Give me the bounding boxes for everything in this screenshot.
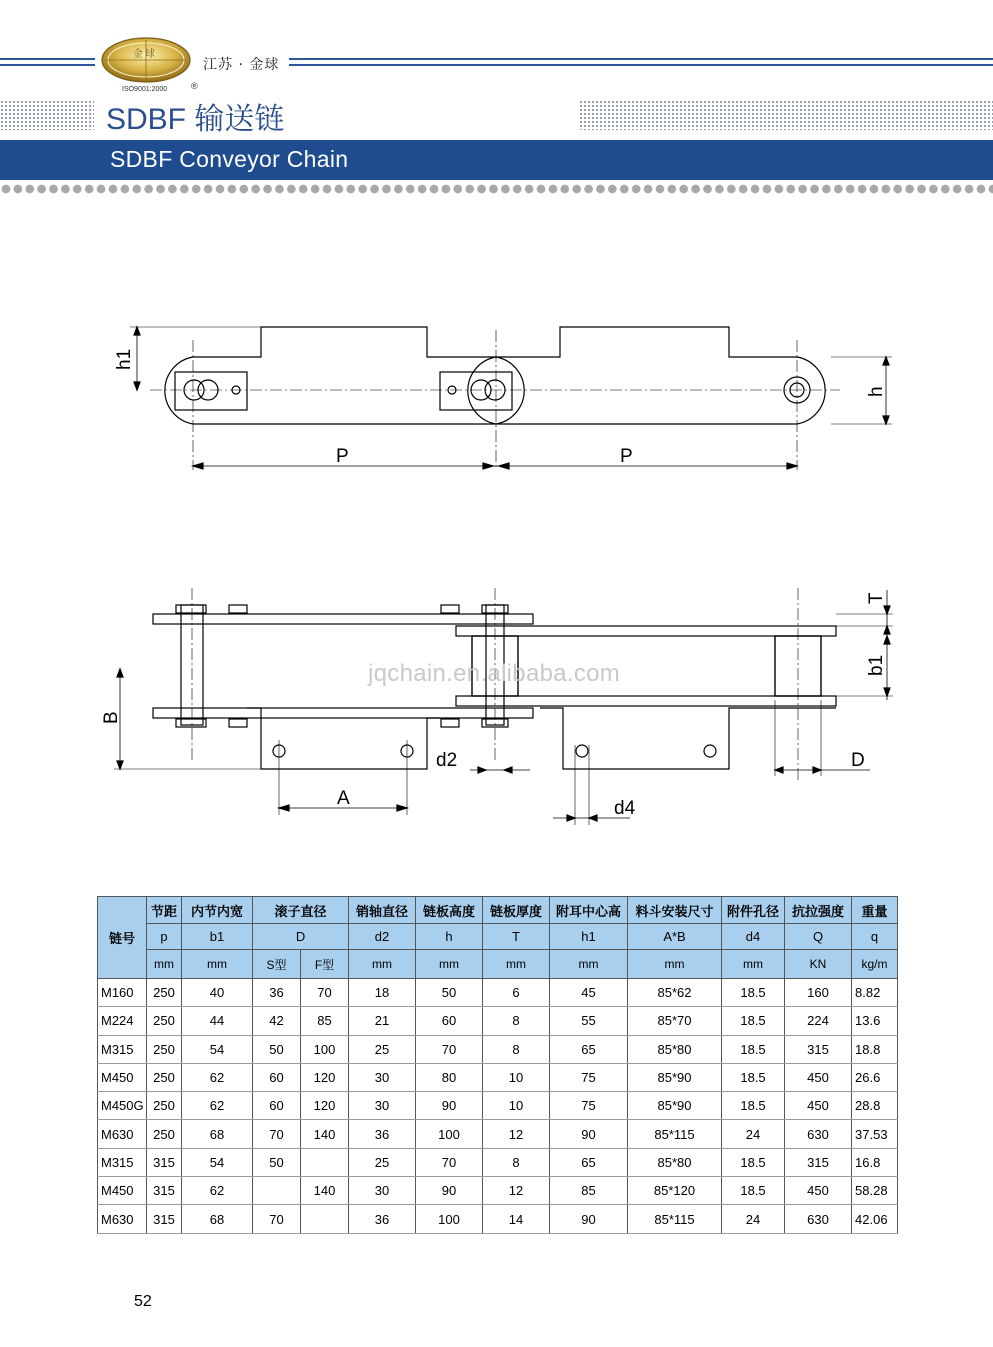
- table-row: [98, 1205, 898, 1233]
- label-p-right: P: [620, 446, 633, 467]
- table-cell: 18.5: [722, 1035, 785, 1063]
- table-cell: 90: [416, 1092, 483, 1120]
- chain-top-view-diagram: [0, 580, 993, 830]
- table-cell: 40: [182, 979, 253, 1007]
- table-cell: 58.28: [852, 1177, 898, 1205]
- header-cell: D: [253, 924, 349, 950]
- table-cell: 65: [550, 1148, 628, 1176]
- header-cell: mm: [550, 950, 628, 979]
- table-cell: 6: [483, 979, 550, 1007]
- table-cell: 18.5: [722, 1177, 785, 1205]
- table-cell: 18.5: [722, 1148, 785, 1176]
- table-cell: 315: [147, 1177, 182, 1205]
- table-cell: 50: [253, 1148, 301, 1176]
- table-cell: 18.5: [722, 1092, 785, 1120]
- table-cell: 18.5: [722, 1007, 785, 1035]
- header-cell: mm: [182, 950, 253, 979]
- table-cell: 90: [416, 1177, 483, 1205]
- table-cell: M315: [98, 1148, 147, 1176]
- header-cell: S型: [253, 950, 301, 979]
- table-cell: [253, 1177, 301, 1205]
- table-cell: 54: [182, 1035, 253, 1063]
- header-cell: mm: [349, 950, 416, 979]
- table-cell: M160: [98, 979, 147, 1007]
- table-cell: 450: [785, 1063, 852, 1091]
- table-cell: M450: [98, 1177, 147, 1205]
- header-cell: Q: [785, 924, 852, 950]
- table-cell: 14: [483, 1205, 550, 1233]
- table-cell: 8: [483, 1007, 550, 1035]
- header-cell: q: [852, 924, 898, 950]
- table-cell: 315: [147, 1205, 182, 1233]
- table-cell: M450G: [98, 1092, 147, 1120]
- table-cell: 85*120: [628, 1177, 722, 1205]
- header-cell: d4: [722, 924, 785, 950]
- table-cell: 90: [550, 1205, 628, 1233]
- watermark: jqchain.en.alibaba.com: [368, 660, 621, 687]
- label-b1: b1: [866, 654, 887, 676]
- table-cell: 25: [349, 1035, 416, 1063]
- table-cell: 630: [785, 1120, 852, 1148]
- table-cell: 36: [349, 1120, 416, 1148]
- table-cell: 68: [182, 1120, 253, 1148]
- table-cell: 24: [722, 1205, 785, 1233]
- page-title: SDBF 输送链: [106, 103, 285, 136]
- header-rule-left-2: [0, 64, 95, 66]
- table-cell: 250: [147, 1092, 182, 1120]
- table-cell: 250: [147, 979, 182, 1007]
- dot-divider: [0, 183, 993, 195]
- table-cell: 250: [147, 1007, 182, 1035]
- table-cell: 120: [301, 1092, 349, 1120]
- table-cell: 60: [416, 1007, 483, 1035]
- header-cell: d2: [349, 924, 416, 950]
- col-attachment-height: 附耳中心高: [550, 897, 628, 924]
- table-cell: 85*62: [628, 979, 722, 1007]
- table-cell: 44: [182, 1007, 253, 1035]
- table-cell: 37.53: [852, 1120, 898, 1148]
- header-cell: mm: [416, 950, 483, 979]
- table-cell: 250: [147, 1063, 182, 1091]
- table-cell: 75: [550, 1092, 628, 1120]
- table-cell: M630: [98, 1120, 147, 1148]
- col-plate-thickness: 链板厚度: [483, 897, 550, 924]
- col-chain-no: 链号: [98, 897, 147, 979]
- header-cell: mm: [147, 950, 182, 979]
- table-cell: 18: [349, 979, 416, 1007]
- header-cell: KN: [785, 950, 852, 979]
- table-cell: 13.6: [852, 1007, 898, 1035]
- table-cell: 36: [349, 1205, 416, 1233]
- header-rule-right-2: [289, 64, 993, 66]
- header-cell: h1: [550, 924, 628, 950]
- table-cell: 28.8: [852, 1092, 898, 1120]
- table-header-row: [98, 924, 898, 950]
- table-cell: 85*80: [628, 1148, 722, 1176]
- table-cell: 70: [416, 1035, 483, 1063]
- table-cell: 12: [483, 1120, 550, 1148]
- table-cell: 60: [253, 1063, 301, 1091]
- table-cell: 450: [785, 1177, 852, 1205]
- header-rule-left: [0, 58, 95, 60]
- table-cell: 30: [349, 1063, 416, 1091]
- table-cell: 18.5: [722, 1063, 785, 1091]
- table-cell: M224: [98, 1007, 147, 1035]
- table-cell: 85*115: [628, 1205, 722, 1233]
- table-row: [98, 1092, 898, 1120]
- table-cell: 54: [182, 1148, 253, 1176]
- label-h: h: [866, 386, 887, 397]
- table-cell: 70: [253, 1205, 301, 1233]
- title-banner: [0, 140, 993, 180]
- table-cell: 8: [483, 1035, 550, 1063]
- table-cell: 62: [182, 1063, 253, 1091]
- table-cell: 85: [301, 1007, 349, 1035]
- label-a: A: [337, 788, 350, 809]
- table-cell: 85*70: [628, 1007, 722, 1035]
- col-tensile-strength: 抗拉强度: [785, 897, 852, 924]
- chain-side-view-diagram: [0, 300, 993, 490]
- table-cell: 85*115: [628, 1120, 722, 1148]
- table-cell: 50: [253, 1035, 301, 1063]
- table-cell: 450: [785, 1092, 852, 1120]
- table-cell: 60: [253, 1092, 301, 1120]
- dot-pattern-right: [579, 100, 993, 130]
- table-cell: 12: [483, 1177, 550, 1205]
- logo-text: 金球: [133, 49, 157, 60]
- table-cell: 8: [483, 1148, 550, 1176]
- table-header-row: [98, 950, 898, 979]
- company-name: 江苏 · 金球: [203, 57, 280, 73]
- header-cell: mm: [483, 950, 550, 979]
- table-cell: 630: [785, 1205, 852, 1233]
- table-cell: 42: [253, 1007, 301, 1035]
- table-cell: 70: [253, 1120, 301, 1148]
- table-cell: 85*90: [628, 1063, 722, 1091]
- table-cell: 224: [785, 1007, 852, 1035]
- header-rule-right: [289, 58, 993, 60]
- table-cell: 30: [349, 1177, 416, 1205]
- table-cell: 42.06: [852, 1205, 898, 1233]
- table-row: [98, 979, 898, 1007]
- table-cell: 250: [147, 1120, 182, 1148]
- table-cell: 100: [416, 1120, 483, 1148]
- table-cell: 26.6: [852, 1063, 898, 1091]
- table-cell: M630: [98, 1205, 147, 1233]
- company-logo: [98, 34, 194, 88]
- header-cell: b1: [182, 924, 253, 950]
- dot-pattern-left: [0, 100, 94, 130]
- table-body: [98, 979, 898, 1234]
- table-cell: 75: [550, 1063, 628, 1091]
- table-cell: 250: [147, 1035, 182, 1063]
- col-inner-width: 内节内宽: [182, 897, 253, 924]
- table-cell: 62: [182, 1092, 253, 1120]
- table-header-row: [98, 897, 898, 924]
- table-cell: 315: [147, 1148, 182, 1176]
- table-cell: 18.8: [852, 1035, 898, 1063]
- table-cell: M450: [98, 1063, 147, 1091]
- col-pin-diameter: 销轴直径: [349, 897, 416, 924]
- table-cell: 8.82: [852, 979, 898, 1007]
- table-row: [98, 1035, 898, 1063]
- table-cell: 10: [483, 1063, 550, 1091]
- label-h1: h1: [114, 348, 135, 370]
- table-cell: 70: [301, 979, 349, 1007]
- table-row: [98, 1007, 898, 1035]
- header-cell: mm: [722, 950, 785, 979]
- header-cell: A*B: [628, 924, 722, 950]
- table-cell: 315: [785, 1148, 852, 1176]
- registered-mark: ®: [191, 81, 198, 91]
- table-cell: 18.5: [722, 979, 785, 1007]
- col-roller-diameter: 滚子直径: [253, 897, 349, 924]
- header-cell: T: [483, 924, 550, 950]
- spec-table: [97, 896, 898, 1234]
- table-cell: 55: [550, 1007, 628, 1035]
- table-cell: 160: [785, 979, 852, 1007]
- col-hole-diameter: 附件孔径: [722, 897, 785, 924]
- table-cell: 140: [301, 1177, 349, 1205]
- label-d2: d2: [436, 750, 458, 771]
- table-row: [98, 1120, 898, 1148]
- banner-title: SDBF Conveyor Chain: [110, 146, 349, 172]
- label-t: T: [866, 592, 887, 604]
- table-cell: [301, 1205, 349, 1233]
- table-cell: 65: [550, 1035, 628, 1063]
- table-cell: 120: [301, 1063, 349, 1091]
- table-cell: 140: [301, 1120, 349, 1148]
- label-b: B: [101, 711, 122, 724]
- table-cell: 21: [349, 1007, 416, 1035]
- label-d4: d4: [614, 798, 636, 819]
- header-cell: p: [147, 924, 182, 950]
- table-cell: 85*80: [628, 1035, 722, 1063]
- table-cell: 85*90: [628, 1092, 722, 1120]
- table-cell: 36: [253, 979, 301, 1007]
- table-cell: 45: [550, 979, 628, 1007]
- header-cell: mm: [628, 950, 722, 979]
- header-cell: F型: [301, 950, 349, 979]
- table-cell: 100: [301, 1035, 349, 1063]
- col-plate-height: 链板高度: [416, 897, 483, 924]
- col-pitch: 节距: [147, 897, 182, 924]
- table-cell: 62: [182, 1177, 253, 1205]
- label-p-left: P: [336, 446, 349, 467]
- table-cell: 30: [349, 1092, 416, 1120]
- table-cell: 25: [349, 1148, 416, 1176]
- col-weight: 重量: [852, 897, 898, 924]
- table-cell: 24: [722, 1120, 785, 1148]
- header-cell: h: [416, 924, 483, 950]
- table-cell: M315: [98, 1035, 147, 1063]
- page-number: 52: [134, 1293, 152, 1310]
- table-cell: 100: [416, 1205, 483, 1233]
- table-cell: 85: [550, 1177, 628, 1205]
- table-cell: 315: [785, 1035, 852, 1063]
- table-row: [98, 1063, 898, 1091]
- table-cell: 80: [416, 1063, 483, 1091]
- table-cell: 70: [416, 1148, 483, 1176]
- label-d: D: [851, 750, 865, 771]
- table-cell: 50: [416, 979, 483, 1007]
- table-cell: 10: [483, 1092, 550, 1120]
- header-cell: kg/m: [852, 950, 898, 979]
- iso-certification: ISO9001:2000: [122, 86, 168, 93]
- table-row: [98, 1177, 898, 1205]
- table-cell: 90: [550, 1120, 628, 1148]
- table-cell: 68: [182, 1205, 253, 1233]
- table-cell: 16.8: [852, 1148, 898, 1176]
- table-row: [98, 1148, 898, 1176]
- table-cell: [301, 1148, 349, 1176]
- col-bucket-mount: 料斗安装尺寸: [628, 897, 722, 924]
